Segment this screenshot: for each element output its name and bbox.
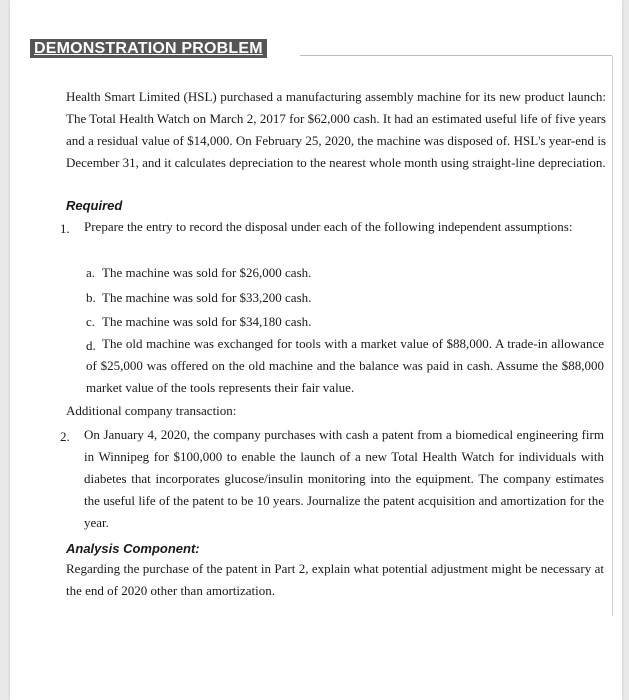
title-divider — [300, 55, 612, 56]
subitem-a-text: The machine was sold for $26,000 cash. — [102, 265, 312, 280]
additional-transaction-label: Additional company transaction: — [66, 403, 237, 418]
item-2-number: 2. — [60, 429, 70, 444]
analysis-heading: Analysis Component: — [66, 541, 200, 556]
subitem-d-label: d. — [86, 338, 96, 353]
subitem-a-label: a. — [86, 265, 96, 280]
required-heading: Required — [66, 198, 123, 213]
right-margin-rule — [612, 56, 613, 616]
subitem-b-text: The machine was sold for $33,200 cash. — [102, 290, 312, 305]
subitem-c-text: The machine was sold for $34,180 cash. — [102, 314, 312, 329]
page-title: DEMONSTRATION PROBLEM — [30, 39, 267, 58]
item-1-text: Prepare the entry to record the disposal under each of the following independent assumptions: — [84, 219, 573, 234]
subitem-b-label: b. — [86, 290, 96, 305]
intro-paragraph: Health Smart Limited (HSL) purchased a manufacturing assembly machine for its new product launch: The Total Health Watch on March 2, 2017 for $62,000 cash. It had an estimated useful life of five years and a residual value of $14,000. On February 25, 2020, the machine was disposed of. HSL's year-end is December 31, and it calculates depreciation to the nearest whole month using straight-line depreciation. — [66, 89, 606, 170]
subitem-c-label: c. — [86, 314, 96, 329]
document-page — [10, 0, 622, 700]
item-1-number: 1. — [60, 221, 70, 236]
item-2-text: On January 4, 2020, the company purchases with cash a patent from a biomedical engineering firm in Winnipeg for $100,000 to enable the launch of a new Total Health Watch for individuals with diabetes that incorporates glucose/insulin monitoring into the equipment. The company estimates the useful life of the patent to be 10 years. Journalize the patent acquisition and amortization for the year. — [84, 427, 604, 530]
subitem-d-text: The old machine was exchanged for tools with a market value of $88,000. A trade-in allowance of $25,000 was offered on the old machine and the balance was paid in cash. Assume the $88,000 market value of the tools represents their fair value. — [86, 336, 604, 395]
analysis-text: Regarding the purchase of the patent in Part 2, explain what potential adjustment might be necessary at the end of 2020 other than amortization. — [66, 561, 604, 598]
